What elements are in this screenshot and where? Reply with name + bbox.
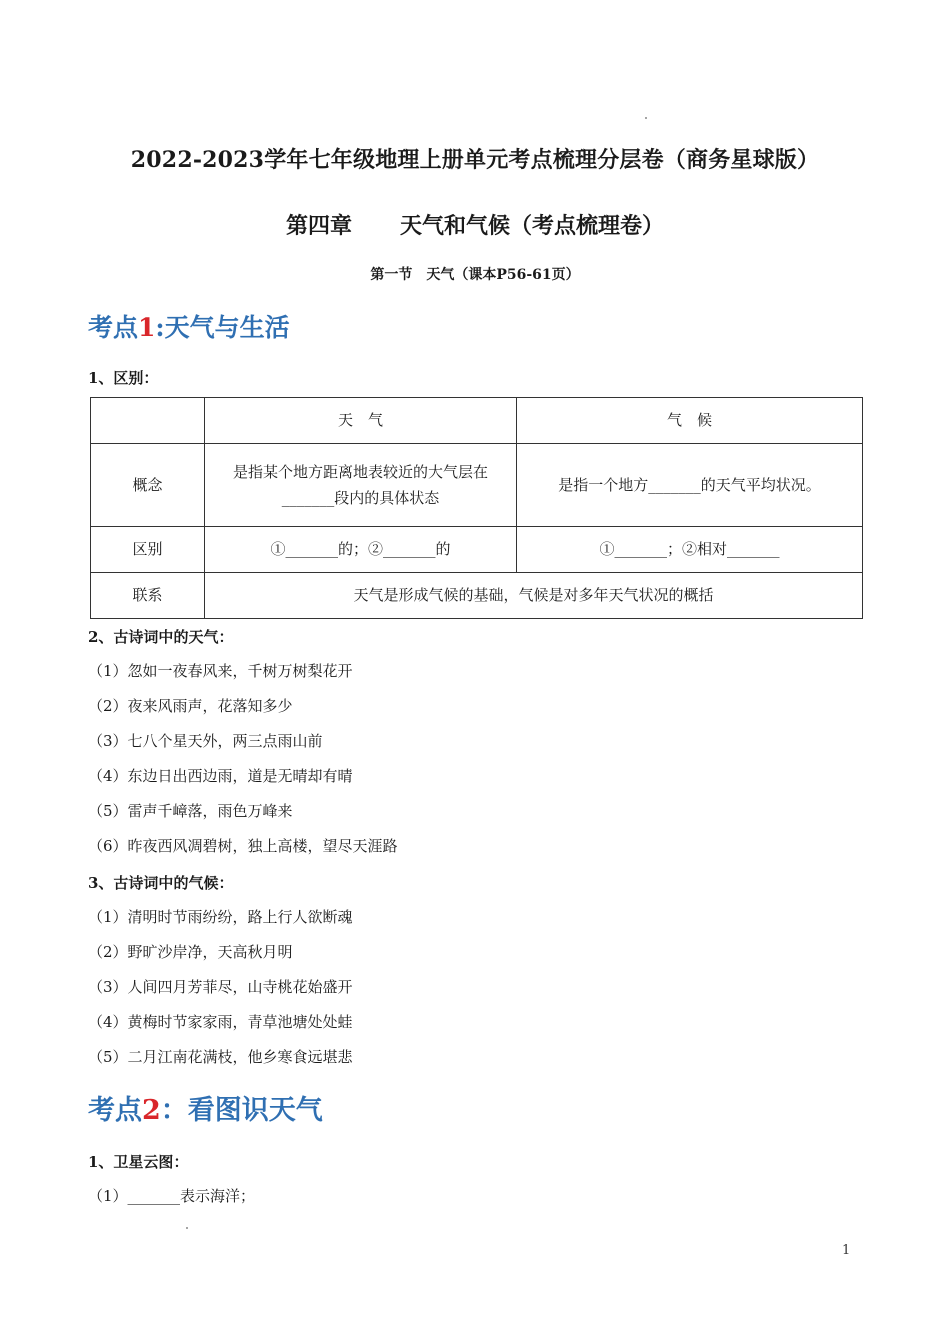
- page-number: 1: [842, 1243, 851, 1258]
- question-item: （1）_______表示海洋；: [88, 1187, 256, 1205]
- row-label: 概念: [91, 444, 205, 527]
- poem-line: （2）夜来风雨声，花落知多少: [88, 697, 293, 715]
- section-number: 第一节: [370, 267, 413, 283]
- scan-dot: [645, 117, 647, 119]
- climate-cell: ①_______；②相对_______: [517, 527, 863, 573]
- poem-line: （3）人间四月芳菲尽，山寺桃花始盛开: [88, 978, 353, 996]
- poem-line: （4）东边日出西边雨，道是无晴却有晴: [88, 767, 353, 785]
- topic-number: 1: [138, 313, 156, 342]
- table-header-row: [91, 398, 863, 444]
- climate-cell: 是指一个地方_______的天气平均状况。: [517, 444, 863, 527]
- chapter-title: 天气和气候（考点梳理卷）: [400, 213, 665, 239]
- table-row: [91, 573, 863, 619]
- poem-line: （3）七八个星天外，两三点雨山前: [88, 732, 323, 750]
- question-2-label: 2、古诗词中的天气：: [88, 628, 234, 646]
- question-1-label: 1、卫星云图：: [88, 1153, 189, 1171]
- section-title: 天气（课本P56-61页）: [426, 267, 580, 283]
- table-row: [91, 527, 863, 573]
- topic-title: ：看图识天气: [160, 1095, 323, 1126]
- table-row: [91, 444, 863, 527]
- question-1-label: 1、区别：: [88, 369, 159, 387]
- topic-2-heading: [88, 1088, 323, 1127]
- weather-cell: 是指某个地方距离地表较近的大气层在_______段内的具体状态: [205, 444, 517, 527]
- table-header-cell: [91, 398, 205, 444]
- question-3-label: 3、古诗词中的气候：: [88, 874, 234, 892]
- row-label: 区别: [91, 527, 205, 573]
- topic-prefix: 考点: [88, 1095, 142, 1126]
- poem-line: （4）黄梅时节家家雨，青草池塘处处蛙: [88, 1013, 353, 1031]
- row-label: 联系: [91, 573, 205, 619]
- merged-cell: 天气是形成气候的基础，气候是对多年天气状况的概括: [205, 573, 863, 619]
- topic-title: :天气与生活: [155, 313, 290, 342]
- weather-climate-table: [90, 397, 863, 619]
- poem-line: （5）雷声千嶂落，雨色万峰来: [88, 802, 293, 820]
- poem-line: （2）野旷沙岸净，天高秋月明: [88, 943, 293, 961]
- weather-cell: ①_______的；②_______的: [205, 527, 517, 573]
- poem-line: （6）昨夜西风凋碧树，独上高楼，望尽天涯路: [88, 837, 398, 855]
- table-header-cell: 天 气: [205, 398, 517, 444]
- topic-prefix: 考点: [88, 313, 139, 342]
- poem-line: （1）忽如一夜春风来，千树万树梨花开: [88, 662, 353, 680]
- table-header-cell: 气 候: [517, 398, 863, 444]
- chapter-heading: [0, 209, 950, 240]
- poem-line: （5）二月江南花满枝，他乡寒食远堪悲: [88, 1048, 353, 1066]
- topic-1-heading: [88, 308, 290, 344]
- scan-dot: [186, 1227, 188, 1229]
- topic-number: 2: [142, 1095, 161, 1126]
- poem-line: （1）清明时节雨纷纷，路上行人欲断魂: [88, 908, 353, 926]
- document-title: 2022-2023学年七年级地理上册单元考点梳理分层卷（商务星球版）: [130, 147, 820, 173]
- section-heading: [0, 264, 950, 284]
- chapter-number: 第四章: [285, 213, 352, 239]
